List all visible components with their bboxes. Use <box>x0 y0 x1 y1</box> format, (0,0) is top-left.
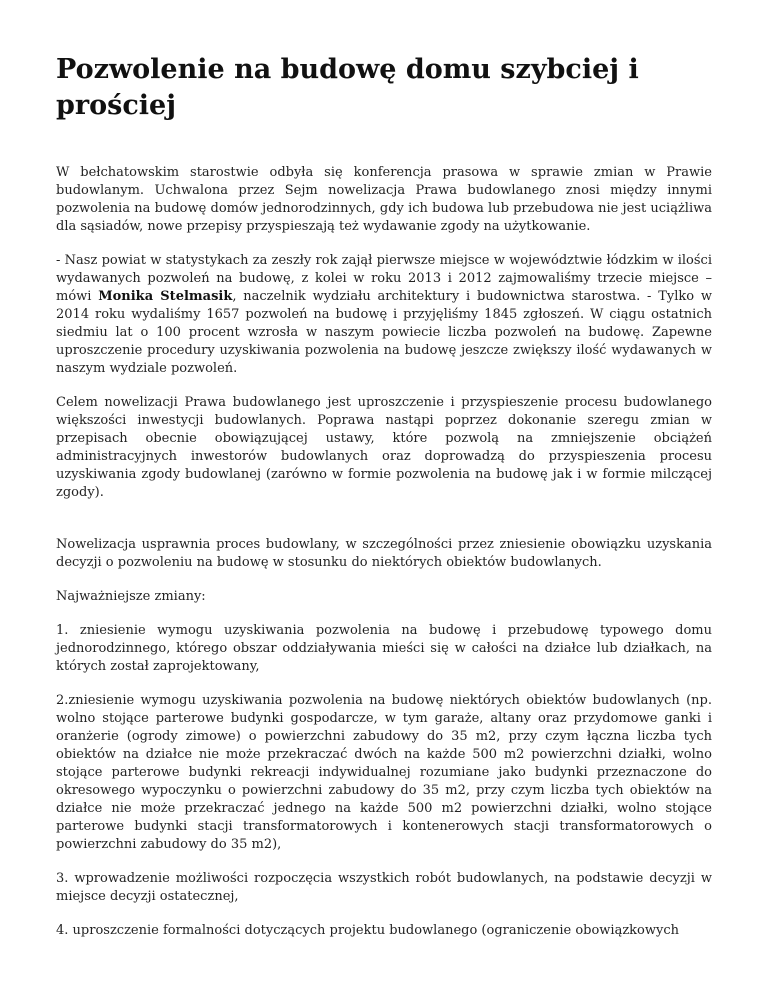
article-title: Pozwolenie na budowę domu szybciej i prościej <box>56 54 639 121</box>
quote-text-after: , naczelnik wydziału architektury i budownictwa starostwa. - Tylko w 2014 roku wydaliśmy 1657 pozwoleń na budowę i przyjęliśmy 1845 zgłoszeń. W ciągu ostatnich siedmiu lat o 100 procent wzrosła w naszym powiecie liczba pozwoleń na budowę. Zapewne uproszczenie procedury uzyskiwania pozwolenia na budowę jeszcze zwiększy ilość wydawanych w naszym wydziale pozwoleń. <box>56 289 712 376</box>
article <box>56 52 712 956</box>
change-item-3: 3. wprowadzenie możliwości rozpoczęcia wszystkich robót budowlanych, na podstawie decyzji w miejsce decyzji ostatecznej, <box>56 871 712 904</box>
quoted-person-name: Monika Stelmasik <box>98 289 233 304</box>
change-item-4: 4. uproszczenie formalności dotyczących projektu budowlanego (ograniczenie obowiązkowych <box>56 923 680 938</box>
paragraph-intro: W bełchatowskim starostwie odbyła się konferencja prasowa w sprawie zmian w Prawie budowlanym. Uchwalona przez Sejm nowelizacja Prawa budowlanego znosi między innymi pozwolenia na budowę domów jednorodzinnych, gdy ich budowa lub przebudowa nie jest uciążliwa dla sąsiadów, nowe przepisy przyspieszają też wydawanie zgody na użytkowanie. <box>56 165 712 234</box>
changes-heading: Najważniejsze zmiany: <box>56 589 206 604</box>
change-item-2: 2.zniesienie wymogu uzyskiwania pozwolenia na budowę niektórych obiektów budowlanych (np. wolno stojące parterowe budynki gospodarcze, w tym garaże, altany oraz przydomowe ganki i oranżerie (ogrody zimowe) o powierzchni zabudowy do 35 m2, przy czym łączna liczba tych obiektów na działce nie może przekraczać dwóch na każde 500 m2 powierzchni działki, wolno stojące parterowe budynki rekreacji indywidualnej rozumiane jako budynki przeznaczone do okresowego wypoczynku o powierzchni zabudowy do 35 m2, przy czym liczba tych obiektów na działce nie może przekraczać jednego na każde 500 m2 powierzchni działki, wolno stojące parterowe budynki stacji transformatorowych i kontenerowych stacji transformatorowych o powierzchni zabudowy do 35 m2), <box>56 693 712 852</box>
paragraph-summary: Nowelizacja usprawnia proces budowlany, w szczególności przez zniesienie obowiązku uzyskania decyzji o pozwoleniu na budowę w stosunku do niektórych obiektów budowlanych. <box>56 537 712 570</box>
change-item-1: 1. zniesienie wymogu uzyskiwania pozwolenia na budowę i przebudowę typowego domu jednorodzinnego, którego obszar oddziaływania mieści się w całości na działce lub działkach, na których został zaprojektowany, <box>56 623 712 674</box>
paragraph-quote <box>56 252 712 378</box>
quote-text-before: - Nasz powiat w statystykach za zeszły rok zajął pierwsze miejsce w województwie łódzkim w ilości wydawanych pozwoleń na budowę, z kolei w roku 2013 i 2012 zajmowaliśmy trzecie miejsce – mówi <box>56 253 712 304</box>
paragraph-goal: Celem nowelizacji Prawa budowlanego jest uproszczenie i przyspieszenie procesu budowlanego większości inwestycji budowlanych. Poprawa nastąpi poprzez dokonanie szeregu zmian w przepisach obecnie obowiązującej ustawy, które pozwolą na zmniejszenie obciążeń administracyjnych inwestorów budowlanych oraz doprowadzą do przyspieszenia procesu uzyskiwania zgody budowlanej (zarówno w formie pozwolenia na budowę jak i w formie milczącej zgody). <box>56 395 712 500</box>
